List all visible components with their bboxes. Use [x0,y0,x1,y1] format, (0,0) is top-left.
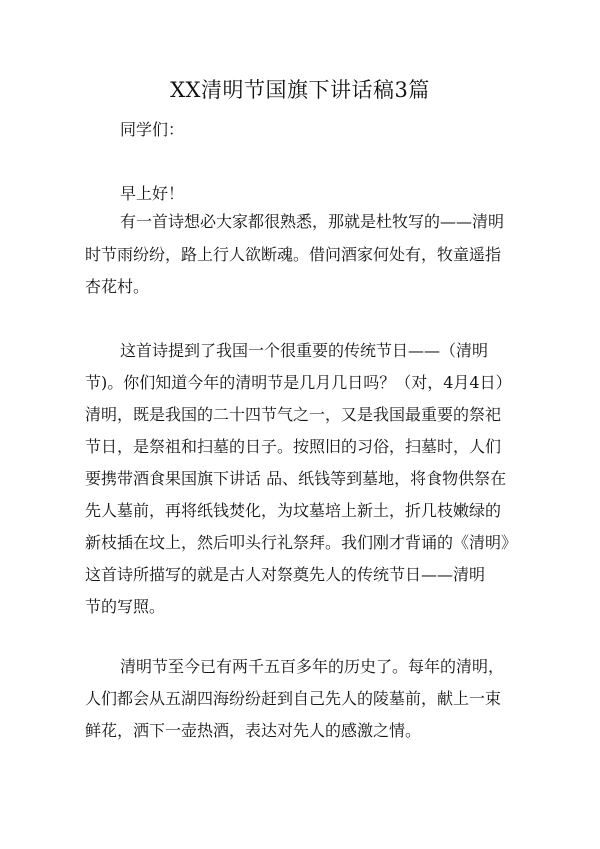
para2-line: 要携带酒食果国旗下讲话 品、纸钱等到墓地，将食物供祭在 [85,469,507,488]
document-title: XX清明节国旗下讲话稿3篇 [170,78,430,102]
para2-line: 节的写照。 [85,597,166,616]
greeting: 早上好！ [120,184,185,203]
para2-line: 清明，既是我国的二十四节气之一，又是我国最重要的祭祀 [85,405,502,424]
para1-line: 时节雨纷纷，路上行人欲断魂。借问酒家何处有，牧童遥指 [85,245,502,264]
para2-line: 这首诗提到了我国一个很重要的传统节日——（清明 [120,341,489,360]
para2-line: 新枝插在坟上，然后叩头行礼祭拜。我们刚才背诵的《清明》 [85,533,518,552]
para2-line: 节)。你们知道今年的清明节是几月几日吗？（对，4月4日） [85,373,512,392]
salutation: 同学们： [120,120,185,139]
para1-line: 杏花村。 [85,277,150,296]
para1-line: 有一首诗想必大家都很熟悉，那就是杜牧写的——清明 [120,212,505,231]
para2-line: 这首诗所描写的就是古人对祭奠先人的传统节日——清明 [85,565,486,584]
para2-line: 节日，是祭祖和扫墓的日子。按照旧的习俗，扫墓时，人们 [85,437,502,456]
para2-line: 先人墓前，再将纸钱焚化，为坟墓培上新土，折几枝嫩绿的 [85,501,502,520]
para3-line: 人们都会从五湖四海纷纷赶到自己先人的陵墓前，献上一束 [85,689,502,708]
para3-line: 鲜花，洒下一壶热酒，表达对先人的感激之情。 [85,721,422,740]
para3-line: 清明节至今已有两千五百多年的历史了。每年的清明， [120,657,505,676]
